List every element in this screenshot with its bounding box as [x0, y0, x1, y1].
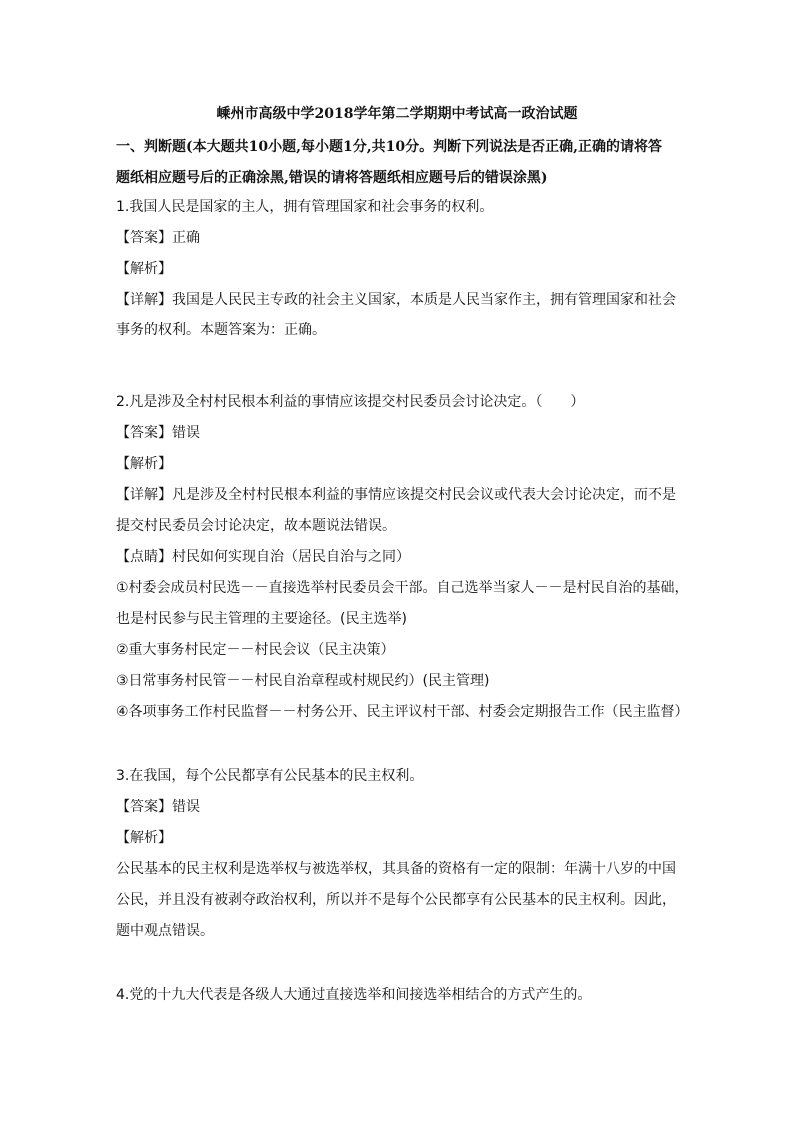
section-heading-line-2: 题纸相应题号后的正确涂黑,错误的请将答题纸相应题号后的错误涂黑): [116, 170, 548, 186]
question-4-block: [116, 985, 686, 1005]
question-1-text: 1.我国人民是国家的主人，拥有管理国家和社会事务的权利。: [116, 199, 494, 215]
document-title: 嵊州市高级中学2018学年第二学期期中考试高一政治试题: [216, 106, 578, 122]
question-3-analysis-label: 【解析】: [116, 830, 172, 846]
question-4-text: 4.党的十九大代表是各级人大通过直接选举和间接选举相结合的方式产生的。: [116, 987, 592, 1003]
question-3-answer: 【答案】错误: [116, 799, 200, 815]
section-heading-line-1: 一、判断题(本大题共10小题,每小题1分,共10分。判断下列说法是否正确,正确的请将答: [116, 139, 662, 155]
question-2-item-2: ②重大事务村民定－－村民会议（民主决策）: [116, 642, 395, 658]
question-1-block: [116, 197, 686, 340]
question-3-block: [116, 766, 686, 941]
question-2-analysis-label: 【解析】: [116, 456, 172, 472]
question-2-item-3: ③日常事务村民管－－村民自治章程或村规民约）(民主管理): [116, 673, 490, 689]
question-2-block: [116, 392, 689, 722]
question-2-item-1-line-1: ①村委会成员村民选－－直接选举村民委员会干部。自己选举当家人－－是村民自治的基础，: [116, 580, 689, 596]
question-2-answer: 【答案】错误: [116, 425, 200, 441]
question-3-text-line-1: 公民基本的民主权利是选举权与被选举权，其具备的资格有一定的限制：年满十八岁的中国: [116, 861, 676, 877]
question-1-detail-line-2: 事务的权利。本题答案为：正确。: [116, 322, 326, 338]
question-2-detail-line-1: 【详解】凡是涉及全村村民根本利益的事情应该提交村民会议或代表大会讨论决定，而不是: [116, 487, 676, 503]
question-1-answer: 【答案】正确: [116, 230, 200, 246]
question-2-item-1-line-2: 也是村民参与民主管理的主要途径。(民主选举): [116, 611, 407, 627]
question-1-detail-line-1: 【详解】我国是人民民主专政的社会主义国家，本质是人民当家作主，拥有管理国家和社会: [116, 292, 676, 308]
question-2-item-4: ④各项事务工作村民监督－－村务公开、民主评议村干部、村委会定期报告工作（民主监督）: [116, 704, 689, 720]
section-heading: [116, 132, 686, 194]
question-3-text-line-2: 公民，并且没有被剥夺政治权利，所以并不是每个公民都享有公民基本的民主权利。因此，: [116, 892, 676, 908]
question-2-tip: 【点睛】村民如何实现自治（居民自治与之同）: [116, 549, 410, 565]
question-2-text: 2.凡是涉及全村村民根本利益的事情应该提交村民委员会讨论决定。（ ）: [116, 394, 585, 410]
question-2-detail-line-2: 提交村民委员会讨论决定，故本题说法错误。: [116, 518, 396, 534]
question-3-text: 3.在我国，每个公民都享有公民基本的民主权利。: [116, 768, 424, 784]
question-3-text-line-3: 题中观点错误。: [116, 923, 214, 939]
question-1-analysis-label: 【解析】: [116, 261, 172, 277]
